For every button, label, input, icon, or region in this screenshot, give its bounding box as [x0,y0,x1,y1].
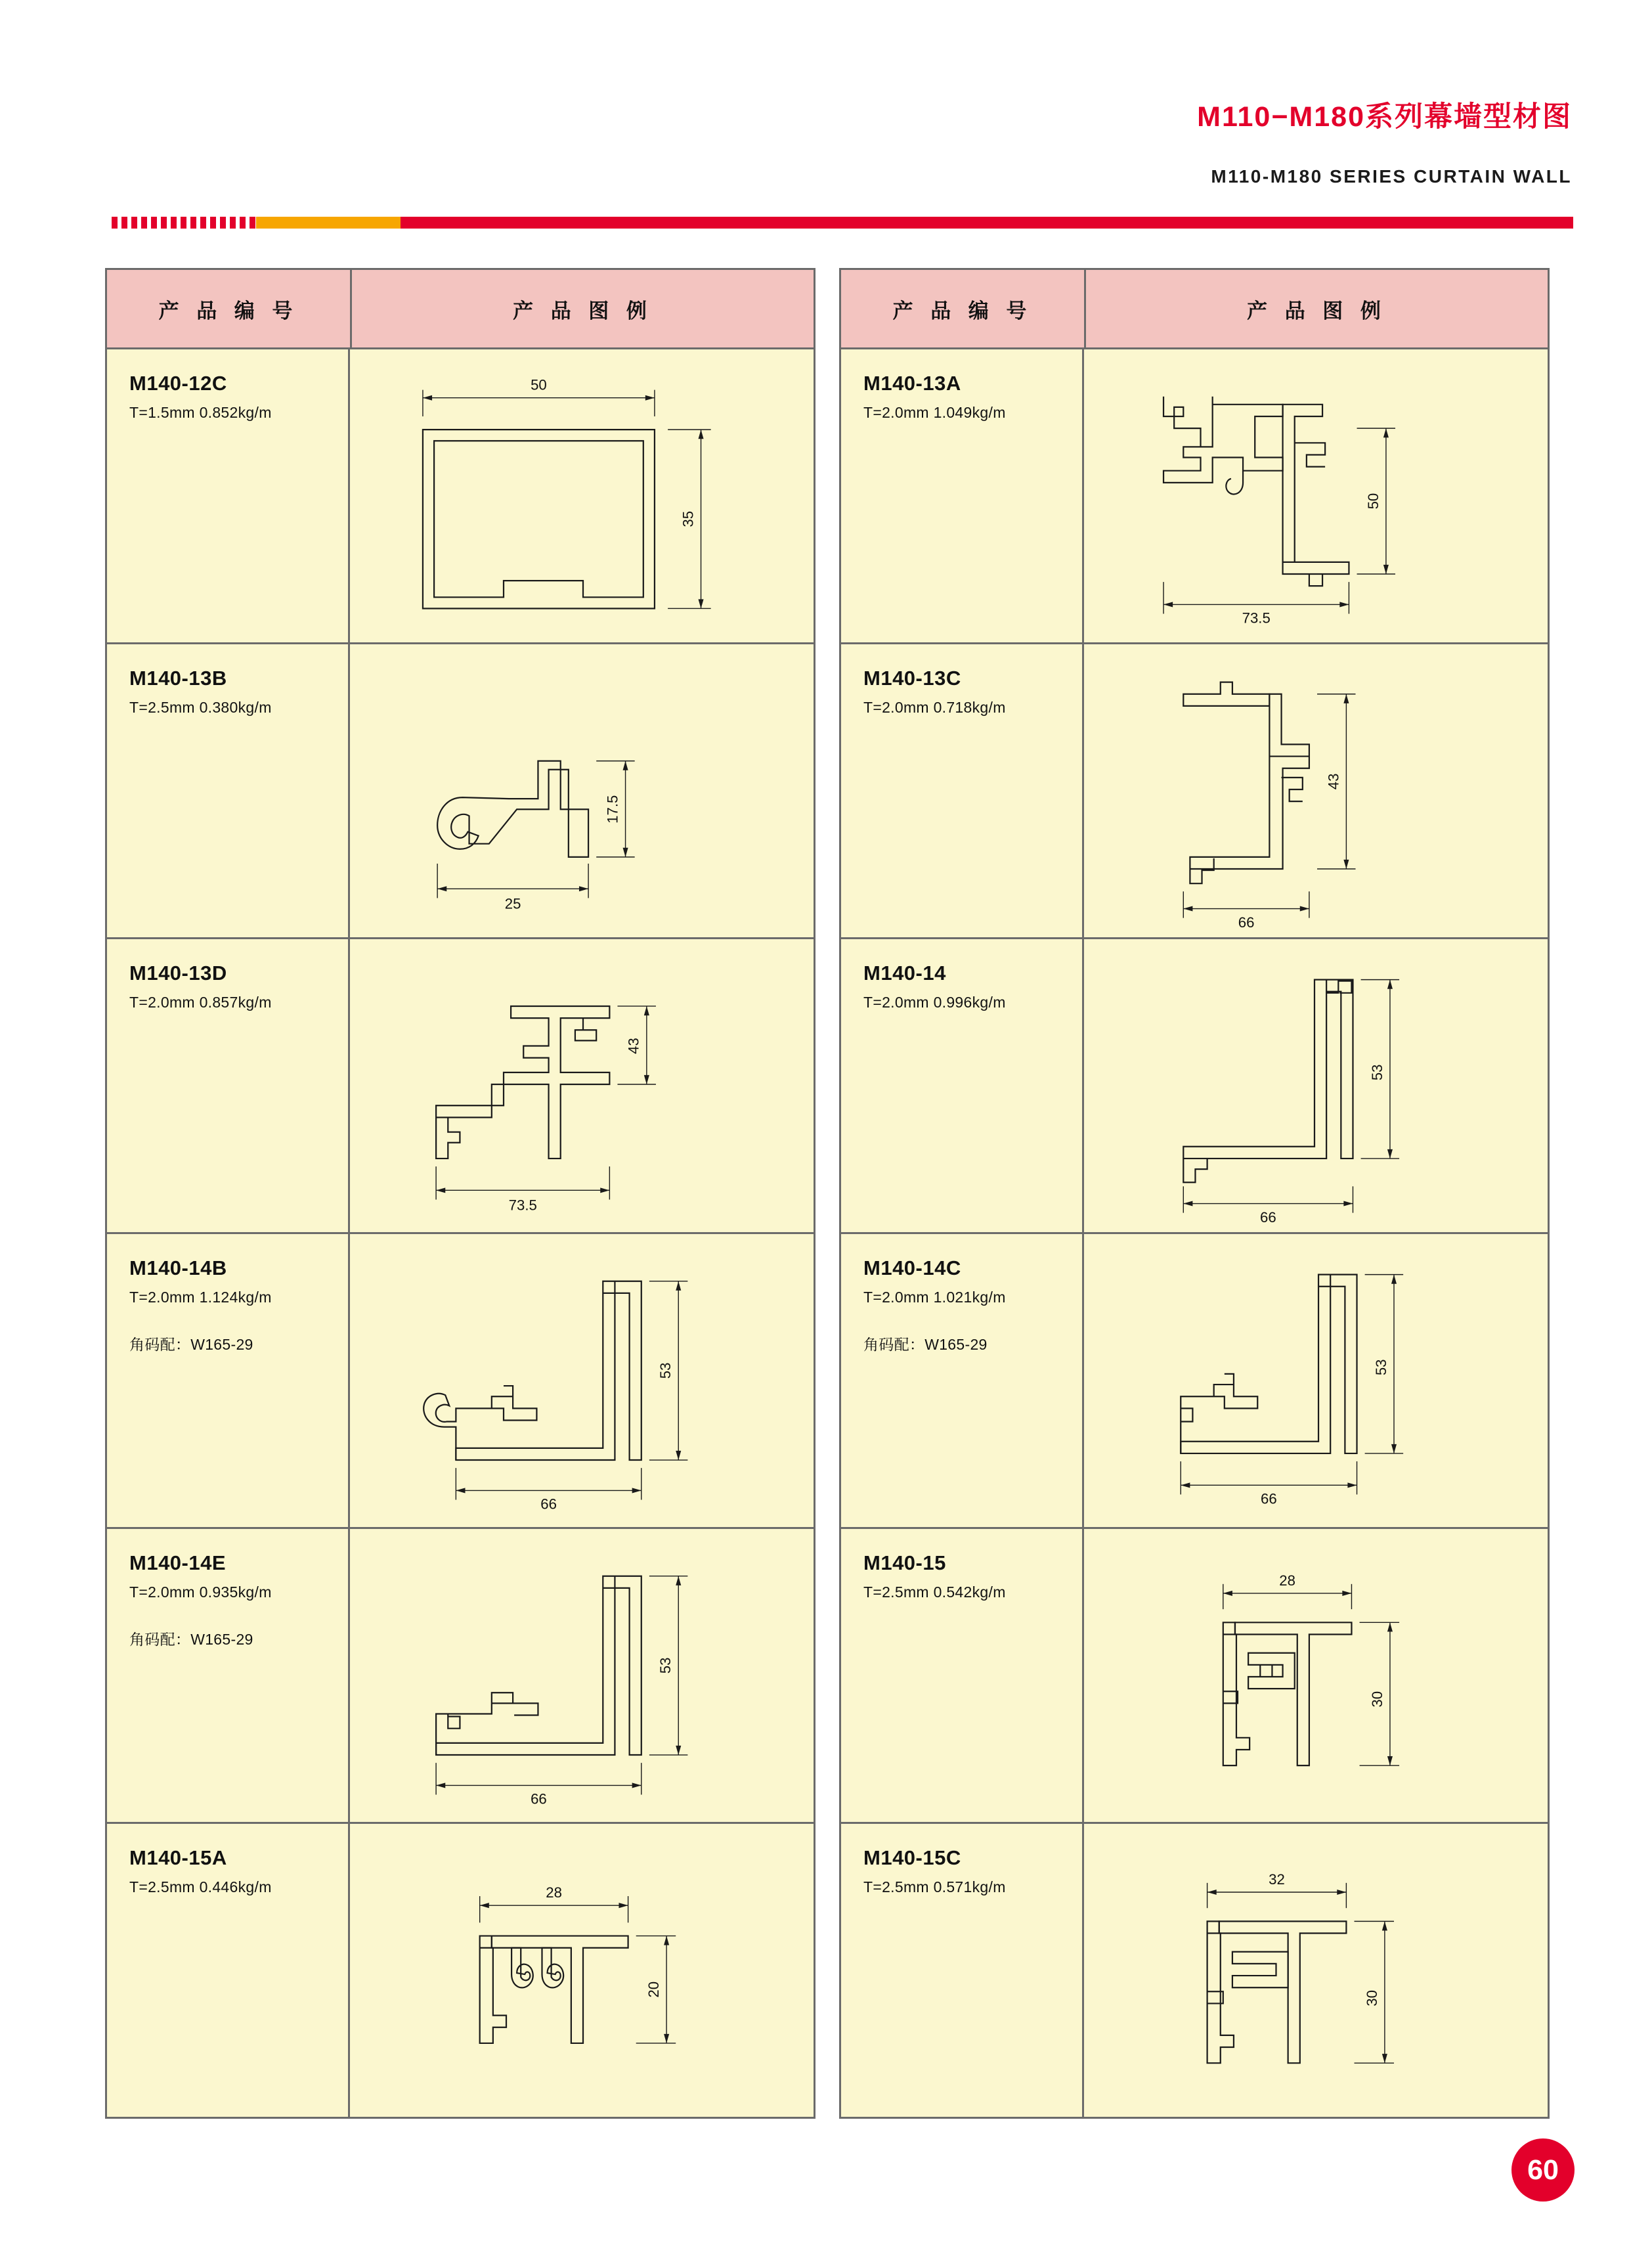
cell-product-code [107,644,350,937]
product-code: M140-15 [863,1551,946,1574]
cell-product-figure [1084,1529,1548,1822]
product-code: M140-14E [129,1551,227,1574]
cell-product-code [841,1824,1084,2117]
product-corner-code: 角码配：W165-29 [129,1631,253,1648]
product-code: M140-13C [863,667,961,690]
product-code: M140-15C [863,1846,961,1869]
table-row [107,1529,814,1824]
cell-product-figure [350,644,814,937]
table-row [107,644,814,939]
cell-product-figure [1084,644,1548,937]
product-spec: T=1.5mm 0.852kg/m [129,404,272,421]
table-row [841,1824,1548,2117]
cell-product-figure [350,1234,814,1527]
column-header-code: 产 品 编 号 [841,270,1086,347]
product-spec: T=2.5mm 0.380kg/m [129,699,272,716]
dimension-width: 73.5 [508,1197,537,1214]
cell-product-figure [1084,939,1548,1232]
product-spec: T=2.0mm 1.124kg/m [129,1289,272,1306]
cell-product-code [107,1824,350,2117]
cell-product-figure [350,349,814,642]
dimension-height: 53 [657,1362,674,1379]
product-spec: T=2.0mm 1.049kg/m [863,404,1006,421]
cell-product-code [841,644,1084,937]
column-header-figure: 产 品 图 例 [513,299,653,322]
dimension-height: 30 [1368,1691,1385,1708]
page-header [0,0,1652,250]
profile-table-left [105,268,815,2119]
cell-product-figure [350,1824,814,2117]
dimension-height: 35 [680,510,697,527]
dimension-width: 28 [546,1884,562,1901]
table-header-row [841,270,1548,349]
column-header-code: 产 品 编 号 [107,270,352,347]
dimension-height: 50 [1364,493,1381,510]
header-rule-orange [256,217,401,229]
product-code: M140-13A [863,372,961,395]
cell-product-figure [1084,1824,1548,2117]
product-code: M140-14B [129,1256,227,1279]
cell-product-figure [1084,349,1548,642]
header-rule-red [401,217,1573,229]
dimension-height: 43 [625,1038,642,1054]
product-corner-code: 角码配：W165-29 [863,1336,988,1353]
dimension-width: 66 [1238,914,1255,931]
dimension-height: 43 [1325,773,1342,790]
product-spec: T=2.0mm 0.935kg/m [129,1583,272,1601]
product-code: M140-13D [129,962,227,985]
table-row [107,1824,814,2117]
product-corner-code: 角码配：W165-29 [129,1336,253,1353]
cell-product-code [107,1529,350,1822]
table-row [841,349,1548,644]
product-code: M140-15A [129,1846,227,1869]
dimension-width: 28 [1279,1572,1295,1589]
product-spec: T=2.0mm 0.857kg/m [129,994,272,1011]
product-spec: T=2.0mm 0.718kg/m [863,699,1006,716]
product-spec: T=2.0mm 0.996kg/m [863,994,1006,1011]
table-row [841,939,1548,1234]
dimension-width: 32 [1269,1871,1285,1888]
dimension-width: 66 [531,1790,547,1807]
product-code: M140-12C [129,372,227,395]
product-code: M140-14 [863,962,946,985]
table-row [107,349,814,644]
dimension-height: 17.5 [604,795,621,824]
cell-product-figure [1084,1234,1548,1527]
cell-product-code [107,349,350,642]
page-number: 60 [1511,2138,1575,2202]
dimension-width: 66 [1260,1208,1276,1226]
dimension-width: 50 [531,376,547,393]
product-spec: T=2.0mm 1.021kg/m [863,1289,1006,1306]
product-spec: T=2.5mm 0.571kg/m [863,1878,1006,1895]
dimension-width: 66 [1261,1490,1277,1507]
table-row [841,1234,1548,1529]
dimension-height: 53 [1372,1359,1389,1376]
product-code: M140-13B [129,667,227,690]
product-spec: T=2.5mm 0.446kg/m [129,1878,272,1895]
dimension-height: 20 [645,1981,662,1998]
cell-product-code [841,1529,1084,1822]
cell-product-figure [350,939,814,1232]
cell-product-code [841,939,1084,1232]
dimension-height: 53 [657,1657,674,1674]
dimension-width: 66 [540,1495,557,1513]
profile-table-right [839,268,1550,2119]
profile-tables [105,268,1550,2119]
column-header-figure: 产 品 图 例 [1247,299,1387,322]
cell-product-code [107,939,350,1232]
header-rule [112,217,1573,229]
cell-product-code [841,349,1084,642]
dimension-height: 53 [1368,1064,1385,1081]
table-row [107,1234,814,1529]
table-row [841,644,1548,939]
dimension-width: 73.5 [1242,609,1271,627]
page-title-zh: M110−M180系列幕墙型材图 [1197,101,1572,133]
page-title-en: M110-M180 SERIES CURTAIN WALL [1211,166,1572,187]
table-header-row [107,270,814,349]
product-spec: T=2.5mm 0.542kg/m [863,1583,1006,1601]
table-row [841,1529,1548,1824]
cell-product-figure [350,1529,814,1822]
cell-product-code [107,1234,350,1527]
header-rule-dashed [112,217,257,229]
dimension-height: 30 [1363,1990,1380,2006]
cell-product-code [841,1234,1084,1527]
product-code: M140-14C [863,1256,961,1279]
table-row [107,939,814,1234]
dimension-width: 25 [504,895,521,912]
